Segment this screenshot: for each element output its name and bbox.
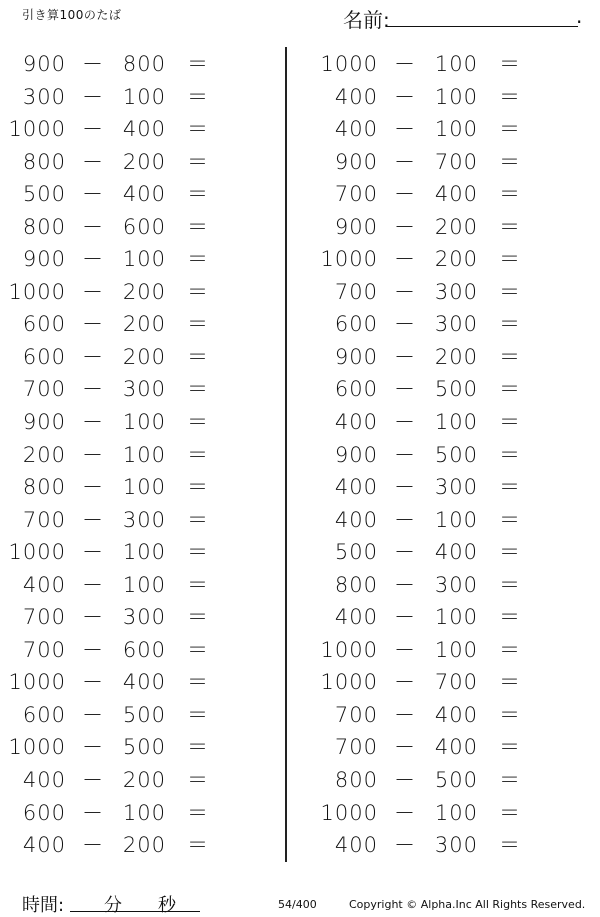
equals-sign: ＝ — [187, 149, 209, 174]
minuend: 700 — [22, 605, 66, 630]
minuend: 700 — [22, 377, 66, 402]
left-problem-row — [0, 634, 280, 667]
minuend: 200 — [22, 442, 66, 467]
equals-sign: ＝ — [187, 442, 209, 467]
right-problem-row — [312, 211, 592, 244]
subtrahend: 200 — [122, 312, 166, 337]
minus-sign: － — [82, 833, 104, 858]
equals-sign: ＝ — [187, 605, 209, 630]
right-problem-row — [312, 634, 592, 667]
left-problem-row — [0, 797, 280, 830]
minus-sign: － — [394, 507, 416, 532]
minus-sign: － — [394, 117, 416, 142]
minus-sign: － — [82, 572, 104, 597]
equals-sign: ＝ — [499, 800, 521, 825]
minus-sign: － — [82, 540, 104, 565]
minuend: 900 — [334, 149, 378, 174]
left-problem-row — [0, 146, 280, 179]
minuend: 600 — [334, 312, 378, 337]
name-underline — [386, 4, 578, 27]
minuend: 700 — [334, 735, 378, 760]
subtrahend: 500 — [434, 377, 478, 402]
minus-sign: － — [394, 149, 416, 174]
subtrahend: 100 — [434, 800, 478, 825]
left-problem-row — [0, 829, 280, 862]
subtrahend: 500 — [122, 735, 166, 760]
subtrahend: 300 — [434, 833, 478, 858]
left-problem-row — [0, 276, 280, 309]
equals-sign: ＝ — [499, 605, 521, 630]
equals-sign: ＝ — [499, 377, 521, 402]
minus-sign: － — [82, 410, 104, 435]
minuend: 400 — [334, 410, 378, 435]
right-problem-row — [312, 536, 592, 569]
name-dot: . — [576, 4, 583, 28]
subtrahend: 100 — [434, 637, 478, 662]
minus-sign: － — [82, 182, 104, 207]
subtrahend: 200 — [122, 833, 166, 858]
subtrahend: 200 — [122, 279, 166, 304]
minuend: 1000 — [8, 540, 66, 565]
minuend: 900 — [22, 247, 66, 272]
minus-sign: － — [394, 182, 416, 207]
minuend: 700 — [22, 507, 66, 532]
subtrahend: 100 — [122, 540, 166, 565]
left-problem-row — [0, 471, 280, 504]
subtrahend: 500 — [434, 442, 478, 467]
left-problem-row — [0, 81, 280, 114]
right-problem-row — [312, 113, 592, 146]
left-problem-row — [0, 341, 280, 374]
minuend: 400 — [334, 117, 378, 142]
minus-sign: － — [394, 605, 416, 630]
minuend: 400 — [334, 507, 378, 532]
minus-sign: － — [394, 572, 416, 597]
minus-sign: － — [82, 768, 104, 793]
minuend: 900 — [334, 442, 378, 467]
left-problem-row — [0, 308, 280, 341]
equals-sign: ＝ — [499, 475, 521, 500]
subtrahend: 200 — [434, 247, 478, 272]
name-field — [343, 4, 583, 30]
right-problem-row — [312, 178, 592, 211]
equals-sign: ＝ — [187, 377, 209, 402]
minuend: 300 — [22, 84, 66, 109]
minus-sign: － — [394, 312, 416, 337]
right-problem-row — [312, 276, 592, 309]
right-problem-row — [312, 504, 592, 537]
equals-sign: ＝ — [499, 572, 521, 597]
minuend: 900 — [22, 410, 66, 435]
minus-sign: － — [82, 800, 104, 825]
left-problem-row — [0, 48, 280, 81]
minuend: 400 — [22, 572, 66, 597]
equals-sign: ＝ — [499, 540, 521, 565]
time-underline — [70, 911, 200, 912]
equals-sign: ＝ — [187, 279, 209, 304]
subtrahend: 100 — [122, 572, 166, 597]
minuend: 600 — [334, 377, 378, 402]
right-problem-row — [312, 731, 592, 764]
equals-sign: ＝ — [187, 344, 209, 369]
equals-sign: ＝ — [499, 768, 521, 793]
subtrahend: 400 — [434, 735, 478, 760]
right-problem-row — [312, 81, 592, 114]
equals-sign: ＝ — [187, 800, 209, 825]
subtrahend: 400 — [434, 702, 478, 727]
subtrahend: 800 — [122, 52, 166, 76]
minuend: 600 — [22, 312, 66, 337]
minus-sign: － — [82, 507, 104, 532]
equals-sign: ＝ — [187, 182, 209, 207]
left-problem-row — [0, 569, 280, 602]
subtrahend: 100 — [122, 410, 166, 435]
subtrahend: 100 — [434, 52, 478, 76]
equals-sign: ＝ — [187, 540, 209, 565]
equals-sign: ＝ — [499, 735, 521, 760]
minus-sign: － — [82, 52, 104, 76]
subtrahend: 300 — [122, 377, 166, 402]
left-problem-row — [0, 113, 280, 146]
copyright-notice: Copyright © Alpha.Inc All Rights Reserved. — [349, 898, 586, 911]
left-problem-row — [0, 666, 280, 699]
minus-sign: － — [82, 149, 104, 174]
minus-sign: － — [394, 344, 416, 369]
equals-sign: ＝ — [187, 410, 209, 435]
minuend: 1000 — [8, 117, 66, 142]
minus-sign: － — [394, 52, 416, 76]
subtrahend: 500 — [434, 768, 478, 793]
subtrahend: 300 — [122, 507, 166, 532]
right-problem-row — [312, 797, 592, 830]
equals-sign: ＝ — [187, 507, 209, 532]
subtrahend: 200 — [434, 214, 478, 239]
equals-sign: ＝ — [187, 214, 209, 239]
right-problem-row — [312, 569, 592, 602]
subtrahend: 700 — [434, 149, 478, 174]
equals-sign: ＝ — [187, 84, 209, 109]
minuend: 800 — [22, 475, 66, 500]
minus-sign: － — [82, 670, 104, 695]
equals-sign: ＝ — [187, 702, 209, 727]
subtrahend: 400 — [434, 182, 478, 207]
minuend: 500 — [334, 540, 378, 565]
minuend: 700 — [334, 279, 378, 304]
equals-sign: ＝ — [499, 52, 521, 76]
left-problem-row — [0, 601, 280, 634]
right-problem-column — [312, 48, 592, 862]
left-problem-row — [0, 406, 280, 439]
minutes-label: 分 — [104, 895, 122, 916]
subtrahend: 300 — [434, 279, 478, 304]
minuend: 1000 — [320, 247, 378, 272]
right-problem-row — [312, 341, 592, 374]
equals-sign: ＝ — [187, 637, 209, 662]
minuend: 1000 — [8, 670, 66, 695]
equals-sign: ＝ — [499, 702, 521, 727]
minus-sign: － — [82, 442, 104, 467]
worksheet-title: 引き算100のたば — [22, 8, 122, 22]
subtrahend: 300 — [434, 475, 478, 500]
subtrahend: 100 — [122, 475, 166, 500]
minuend: 1000 — [320, 52, 378, 76]
subtrahend: 700 — [434, 670, 478, 695]
minus-sign: － — [394, 214, 416, 239]
minuend: 600 — [22, 344, 66, 369]
equals-sign: ＝ — [499, 84, 521, 109]
minus-sign: － — [82, 377, 104, 402]
subtrahend: 100 — [122, 247, 166, 272]
minus-sign: － — [82, 279, 104, 304]
minus-sign: － — [394, 735, 416, 760]
minuend: 400 — [22, 833, 66, 858]
subtrahend: 100 — [122, 800, 166, 825]
subtrahend: 100 — [122, 442, 166, 467]
equals-sign: ＝ — [187, 670, 209, 695]
minus-sign: － — [82, 702, 104, 727]
minus-sign: － — [394, 540, 416, 565]
minuend: 800 — [22, 214, 66, 239]
equals-sign: ＝ — [187, 247, 209, 272]
right-problem-row — [312, 601, 592, 634]
subtrahend: 100 — [434, 410, 478, 435]
right-problem-row — [312, 146, 592, 179]
equals-sign: ＝ — [187, 833, 209, 858]
minus-sign: － — [394, 637, 416, 662]
minus-sign: － — [82, 247, 104, 272]
equals-sign: ＝ — [499, 442, 521, 467]
minus-sign: － — [394, 377, 416, 402]
minus-sign: － — [394, 247, 416, 272]
minuend: 400 — [22, 768, 66, 793]
left-problem-row — [0, 373, 280, 406]
minus-sign: － — [394, 670, 416, 695]
left-problem-row — [0, 504, 280, 537]
subtrahend: 600 — [122, 637, 166, 662]
subtrahend: 400 — [122, 182, 166, 207]
minus-sign: － — [394, 768, 416, 793]
equals-sign: ＝ — [187, 312, 209, 337]
left-problem-row — [0, 243, 280, 276]
left-problem-row — [0, 439, 280, 472]
minuend: 800 — [334, 768, 378, 793]
equals-sign: ＝ — [499, 507, 521, 532]
left-problem-row — [0, 764, 280, 797]
minuend: 900 — [22, 52, 66, 76]
minuend: 1000 — [320, 800, 378, 825]
equals-sign: ＝ — [187, 52, 209, 76]
right-problem-row — [312, 764, 592, 797]
subtrahend: 200 — [434, 344, 478, 369]
time-label: 時間: — [22, 895, 65, 916]
right-problem-row — [312, 243, 592, 276]
minuend: 400 — [334, 833, 378, 858]
minuend: 400 — [334, 84, 378, 109]
subtrahend: 100 — [434, 84, 478, 109]
subtrahend: 200 — [122, 768, 166, 793]
right-problem-row — [312, 406, 592, 439]
subtrahend: 300 — [434, 572, 478, 597]
right-problem-row — [312, 373, 592, 406]
minuend: 800 — [22, 149, 66, 174]
column-divider — [285, 47, 287, 862]
minuend: 500 — [22, 182, 66, 207]
right-problem-row — [312, 699, 592, 732]
minuend: 800 — [334, 572, 378, 597]
subtrahend: 100 — [434, 507, 478, 532]
minus-sign: － — [82, 214, 104, 239]
minuend: 700 — [22, 637, 66, 662]
equals-sign: ＝ — [499, 214, 521, 239]
minus-sign: － — [82, 312, 104, 337]
minuend: 700 — [334, 182, 378, 207]
minus-sign: － — [82, 475, 104, 500]
minus-sign: － — [394, 410, 416, 435]
subtrahend: 400 — [434, 540, 478, 565]
left-problem-row — [0, 536, 280, 569]
minuend: 1000 — [8, 735, 66, 760]
equals-sign: ＝ — [499, 247, 521, 272]
minuend: 700 — [334, 702, 378, 727]
equals-sign: ＝ — [499, 410, 521, 435]
subtrahend: 300 — [122, 605, 166, 630]
minus-sign: － — [394, 442, 416, 467]
equals-sign: ＝ — [499, 117, 521, 142]
subtrahend: 600 — [122, 214, 166, 239]
minuend: 400 — [334, 475, 378, 500]
minuend: 1000 — [320, 637, 378, 662]
minus-sign: － — [82, 637, 104, 662]
left-problem-row — [0, 699, 280, 732]
minuend: 400 — [334, 605, 378, 630]
left-problem-column — [0, 48, 280, 862]
equals-sign: ＝ — [187, 475, 209, 500]
name-label: 名前: — [343, 8, 390, 32]
equals-sign: ＝ — [499, 312, 521, 337]
equals-sign: ＝ — [187, 117, 209, 142]
seconds-label: 秒 — [158, 895, 176, 916]
equals-sign: ＝ — [499, 637, 521, 662]
minus-sign: － — [394, 833, 416, 858]
right-problem-row — [312, 439, 592, 472]
subtrahend: 100 — [122, 84, 166, 109]
minuend: 1000 — [8, 279, 66, 304]
right-problem-row — [312, 308, 592, 341]
equals-sign: ＝ — [187, 768, 209, 793]
subtrahend: 100 — [434, 605, 478, 630]
subtrahend: 100 — [434, 117, 478, 142]
minuend: 900 — [334, 214, 378, 239]
right-problem-row — [312, 48, 592, 81]
minus-sign: － — [82, 84, 104, 109]
equals-sign: ＝ — [499, 182, 521, 207]
left-problem-row — [0, 211, 280, 244]
minus-sign: － — [394, 279, 416, 304]
page-number: 54/400 — [278, 898, 317, 911]
minus-sign: － — [82, 117, 104, 142]
right-problem-row — [312, 829, 592, 862]
minus-sign: － — [82, 605, 104, 630]
minuend: 1000 — [320, 670, 378, 695]
minuend: 600 — [22, 702, 66, 727]
equals-sign: ＝ — [499, 149, 521, 174]
subtrahend: 200 — [122, 149, 166, 174]
right-problem-row — [312, 666, 592, 699]
minuend: 900 — [334, 344, 378, 369]
equals-sign: ＝ — [499, 344, 521, 369]
subtrahend: 400 — [122, 117, 166, 142]
equals-sign: ＝ — [499, 833, 521, 858]
subtrahend: 400 — [122, 670, 166, 695]
left-problem-row — [0, 731, 280, 764]
subtrahend: 500 — [122, 702, 166, 727]
left-problem-row — [0, 178, 280, 211]
minus-sign: － — [82, 735, 104, 760]
right-problem-row — [312, 471, 592, 504]
equals-sign: ＝ — [499, 279, 521, 304]
subtrahend: 200 — [122, 344, 166, 369]
equals-sign: ＝ — [499, 670, 521, 695]
minuend: 600 — [22, 800, 66, 825]
equals-sign: ＝ — [187, 572, 209, 597]
subtrahend: 300 — [434, 312, 478, 337]
minus-sign: － — [394, 702, 416, 727]
minus-sign: － — [394, 800, 416, 825]
minus-sign: － — [394, 84, 416, 109]
minus-sign: － — [394, 475, 416, 500]
minus-sign: － — [82, 344, 104, 369]
equals-sign: ＝ — [187, 735, 209, 760]
